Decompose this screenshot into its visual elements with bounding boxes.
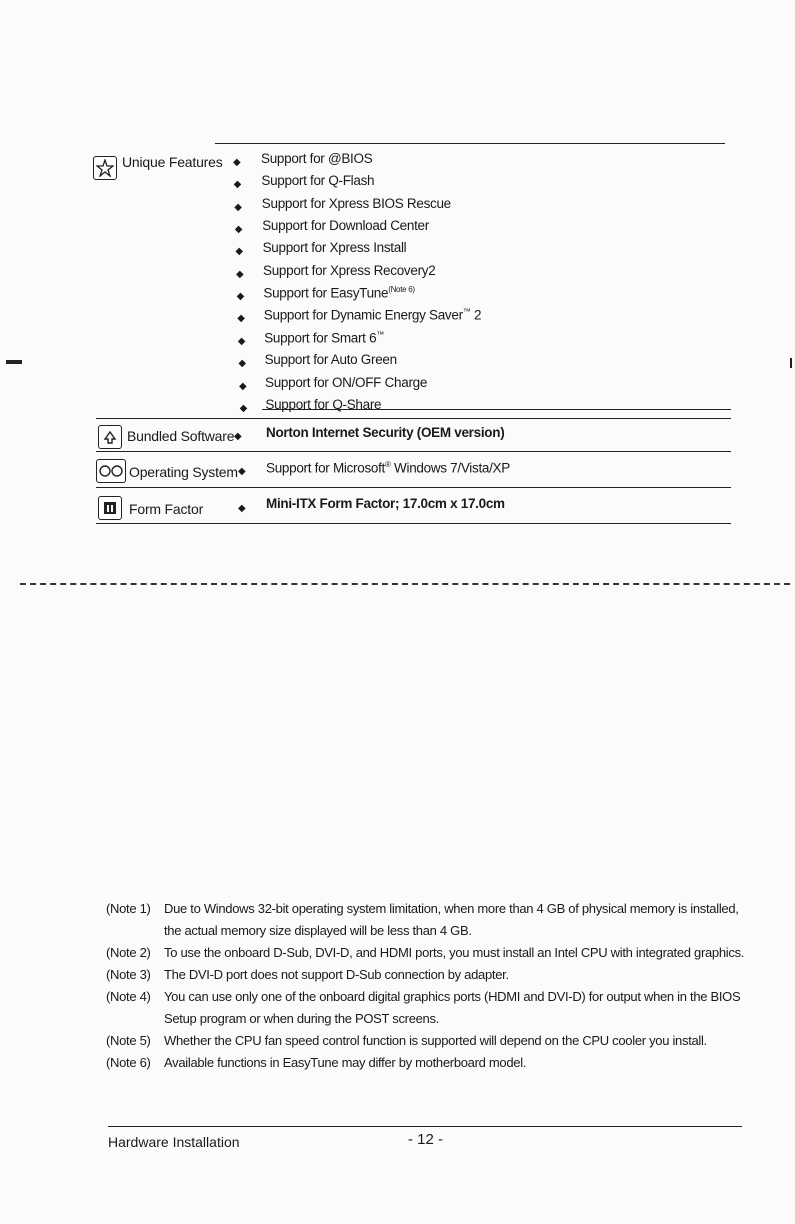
feature-item: Support for Xpress Install [262, 240, 407, 256]
note-item [106, 1030, 756, 1052]
bullet: ◆ [237, 335, 246, 347]
bullet: ◆ [239, 380, 247, 392]
note-tag: (Note 4) [106, 989, 151, 1004]
bullet: ◆ [234, 201, 242, 213]
operating-system-item [266, 460, 510, 476]
note-text: Due to Windows 32-bit operating system limitation, when more than 4 GB of physical memory is installed, the actual memory size displayed will be less than 4 GB. [164, 901, 739, 938]
form-factor-label: Form Factor [129, 501, 204, 517]
section-divider [96, 523, 731, 524]
note-text: To use the onboard D-Sub, DVI-D, and HDMI ports, you must install an Intel CPU with integrated graphics. [164, 945, 745, 960]
top-rule [215, 143, 725, 144]
bullet: ◆ [239, 402, 248, 414]
note-item [106, 942, 756, 964]
operating-system-label: Operating System [129, 464, 238, 480]
feature-item: Support for Xpress BIOS Rescue [261, 195, 451, 211]
feature-item: Support for EasyTune$^{(Note 6)}$ [263, 285, 415, 301]
note-item [106, 986, 756, 1030]
bullet: ◆ [238, 466, 246, 477]
bullet: ◆ [238, 358, 247, 370]
os-item-post: Windows 7/Vista/XP [390, 460, 510, 476]
note-text: The DVI-D port does not support D-Sub connection by adapter. [164, 967, 509, 982]
note-tag: (Note 2) [106, 945, 151, 960]
trademark-mark: ™ [462, 307, 471, 317]
notes-section [106, 898, 756, 1074]
software-icon [98, 425, 122, 449]
feature-item: Support for Smart 6™ [264, 329, 384, 346]
footer-section-title: Hardware Installation [108, 1134, 240, 1150]
section-divider [96, 418, 731, 419]
bullet: ◆ [236, 291, 245, 303]
note-text: Available functions in EasyTune may differ by motherboard model. [164, 1055, 527, 1070]
margin-mark [6, 360, 22, 364]
registered-mark: ® [385, 460, 391, 469]
bundled-software-item: Norton Internet Security (OEM version) [266, 425, 505, 440]
dashed-separator [20, 583, 790, 585]
bullet: ◆ [233, 179, 242, 191]
feature-item: Support for Q-Share [265, 396, 382, 412]
feature-item: Support for Dynamic Energy Saver™ 2 [263, 307, 482, 323]
note-item [106, 898, 756, 942]
footer-rule [108, 1126, 742, 1127]
star-icon [93, 156, 117, 180]
unique-features-label: Unique Features [122, 154, 223, 170]
trademark-mark: ™ [376, 329, 384, 339]
feature-item: Support for Auto Green [264, 352, 397, 368]
note-text: Whether the CPU fan speed control function is supported will depend on the CPU cooler you install. [164, 1033, 707, 1048]
os-icon [96, 459, 126, 483]
bullet: ◆ [236, 268, 244, 280]
note-tag: (Note 6) [106, 1055, 151, 1070]
bullet: ◆ [234, 224, 243, 236]
feature-item: Support for Q-Flash [261, 173, 375, 189]
section-divider [262, 409, 731, 410]
section-divider [96, 487, 731, 488]
feature-item: Support for ON/OFF Charge [265, 374, 428, 390]
feature-item: Support for Download Center [262, 218, 429, 234]
bullet: ◆ [235, 246, 244, 258]
bullet: ◆ [237, 313, 245, 325]
des-suffix: 2 [470, 307, 482, 323]
note-item [106, 1052, 756, 1074]
feature-item: Support for Xpress Recovery2 [263, 262, 436, 278]
bullet: ◆ [234, 431, 242, 442]
bundled-software-label: Bundled Software [127, 428, 235, 444]
form-factor-icon [98, 496, 122, 520]
margin-mark [790, 358, 792, 368]
note-tag: (Note 1) [106, 901, 151, 916]
form-factor-item: Mini-ITX Form Factor; 17.0cm x 17.0cm [266, 496, 505, 511]
page-number: - 12 - [408, 1131, 444, 1148]
os-item-pre: Support for Microsoft [266, 460, 385, 476]
note-text: You can use only one of the onboard digital graphics ports (HDMI and DVI-D) for output when in the BIOS Setup program or when during the POST screens. [164, 989, 741, 1026]
bullet: ◆ [233, 157, 241, 168]
note-ref: (Note 6) [388, 285, 415, 295]
bullet: ◆ [238, 503, 246, 514]
note-tag: (Note 5) [106, 1033, 151, 1048]
section-divider [96, 451, 731, 452]
note-item [106, 964, 756, 986]
note-tag: (Note 3) [106, 967, 151, 982]
feature-item: Support for @BIOS [261, 151, 373, 166]
